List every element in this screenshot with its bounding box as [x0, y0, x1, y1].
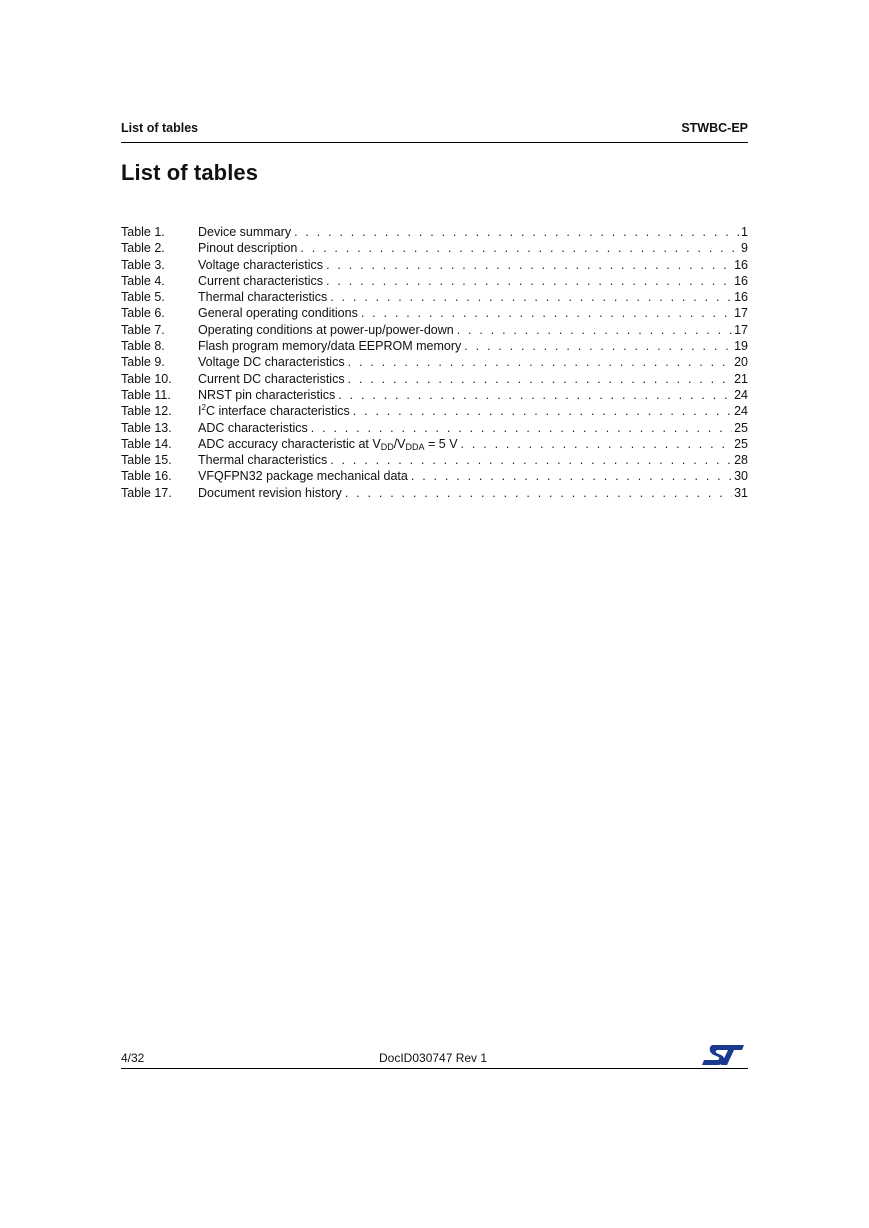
toc-leader-dots: [353, 403, 732, 419]
header-section-title: List of tables: [121, 121, 199, 135]
toc-table-number: Table 7.: [121, 322, 165, 337]
toc-table-title: NRST pin characteristics: [198, 387, 336, 402]
toc-page-number: 16: [734, 290, 748, 305]
toc-entry[interactable]: [121, 273, 748, 289]
toc-leader-dots: [348, 371, 733, 387]
toc-leader-dots: [457, 322, 732, 338]
toc-page-number: 17: [734, 306, 748, 321]
toc-table-title: Pinout description: [198, 241, 298, 256]
toc-table-title: Flash program memory/data EEPROM memory: [198, 339, 462, 354]
toc-entry[interactable]: [121, 420, 748, 436]
toc-entry[interactable]: [121, 257, 748, 273]
toc-table-number: Table 4.: [121, 273, 165, 288]
page-title: List of tables: [121, 160, 259, 185]
toc-table-number: Table 17.: [121, 485, 172, 500]
toc-entry[interactable]: [121, 322, 748, 338]
toc-entry[interactable]: [121, 485, 748, 501]
toc-page-number: 25: [734, 420, 748, 435]
toc-entry[interactable]: [121, 224, 748, 240]
toc-leader-dots: [345, 485, 732, 501]
toc-table-title: ADC characteristics: [198, 420, 308, 435]
title-text: I: [198, 404, 202, 419]
toc-leader-dots: [326, 257, 732, 273]
list-of-tables: [121, 224, 748, 501]
toc-page-number: 24: [734, 404, 748, 419]
toc-table-title: Voltage DC characteristics: [198, 355, 345, 370]
title-text: ADC accuracy characteristic at V: [198, 436, 381, 451]
toc-page-number: 30: [734, 469, 748, 484]
toc-table-title: Thermal characteristics: [198, 290, 328, 305]
toc-page-number: 9: [741, 241, 748, 256]
toc-leader-dots: [294, 224, 739, 240]
toc-table-title: Voltage characteristics: [198, 257, 324, 272]
toc-table-number: Table 16.: [121, 469, 172, 484]
toc-leader-dots: [348, 354, 733, 370]
toc-leader-dots: [338, 387, 732, 403]
toc-table-number: Table 5.: [121, 290, 165, 305]
toc-entry[interactable]: [121, 452, 748, 468]
toc-page-number: 21: [734, 371, 748, 386]
toc-table-title: Thermal characteristics: [198, 453, 328, 468]
toc-table-title: Current DC characteristics: [198, 371, 345, 386]
st-logo-icon: [700, 1044, 746, 1066]
toc-leader-dots: [464, 338, 732, 354]
toc-table-title: [198, 436, 458, 452]
toc-page-number: 1: [741, 225, 748, 239]
toc-table-number: Table 13.: [121, 420, 172, 435]
toc-page-number: 28: [734, 453, 748, 468]
toc-page-number: 31: [734, 485, 748, 500]
footer-page-number: 4/32: [121, 1051, 145, 1065]
toc-leader-dots: [461, 436, 733, 452]
title-subscript: DD: [380, 441, 394, 452]
toc-leader-dots: [330, 452, 732, 468]
toc-table-number: Table 6.: [121, 306, 165, 321]
toc-table-title: Current characteristics: [198, 273, 324, 288]
toc-table-title: General operating conditions: [198, 306, 358, 321]
toc-entry[interactable]: [121, 289, 748, 305]
toc-table-number: Table 9.: [121, 355, 165, 370]
page-header: [121, 120, 748, 143]
toc-entry[interactable]: [121, 403, 748, 419]
toc-table-title: Device summary: [198, 225, 292, 239]
toc-entry[interactable]: [121, 468, 748, 484]
toc-page-number: 16: [734, 273, 748, 288]
toc-leader-dots: [330, 289, 732, 305]
header-product-name: STWBC-EP: [681, 121, 748, 135]
toc-page-number: 20: [734, 355, 748, 370]
page-footer: [121, 1044, 748, 1069]
toc-table-title: VFQFPN32 package mechanical data: [198, 469, 408, 484]
toc-entry[interactable]: [121, 354, 748, 370]
toc-leader-dots: [411, 468, 732, 484]
toc-table-number: Table 8.: [121, 339, 165, 354]
toc-entry[interactable]: [121, 240, 748, 256]
toc-page-number: 24: [734, 387, 748, 402]
title-text: /V: [393, 436, 406, 451]
toc-leader-dots: [311, 420, 732, 436]
toc-entry[interactable]: [121, 387, 748, 403]
toc-table-number: Table 15.: [121, 453, 172, 468]
toc-table-number: Table 3.: [121, 257, 165, 272]
toc-entry[interactable]: [121, 371, 748, 387]
toc-page-number: 25: [734, 436, 748, 451]
toc-table-title: Operating conditions at power-up/power-down: [198, 322, 454, 337]
toc-page-number: 17: [734, 322, 748, 337]
title-text: C interface characteristics: [205, 404, 350, 419]
toc-table-title: Document revision history: [198, 485, 342, 500]
toc-table-number: Table 10.: [121, 371, 172, 386]
title-subscript: DDA: [405, 441, 425, 452]
toc-leader-dots: [300, 240, 739, 256]
toc-table-number: Table 2.: [121, 241, 165, 256]
footer-document-id: DocID030747 Rev 1: [379, 1051, 488, 1065]
toc-page-number: 19: [734, 339, 748, 354]
toc-table-number: Table 12.: [121, 404, 172, 419]
toc-table-number: Table 11.: [121, 387, 171, 402]
toc-table-number: Table 14.: [121, 436, 172, 451]
toc-leader-dots: [361, 305, 732, 321]
toc-leader-dots: [326, 273, 732, 289]
toc-page-number: 16: [734, 257, 748, 272]
toc-table-number: Table 1.: [121, 225, 165, 239]
toc-entry[interactable]: [121, 436, 748, 452]
toc-table-title: [198, 403, 350, 419]
title-superscript: 2: [201, 403, 206, 413]
title-text: = 5 V: [424, 436, 458, 451]
toc-entry[interactable]: [121, 305, 748, 321]
toc-entry[interactable]: [121, 338, 748, 354]
